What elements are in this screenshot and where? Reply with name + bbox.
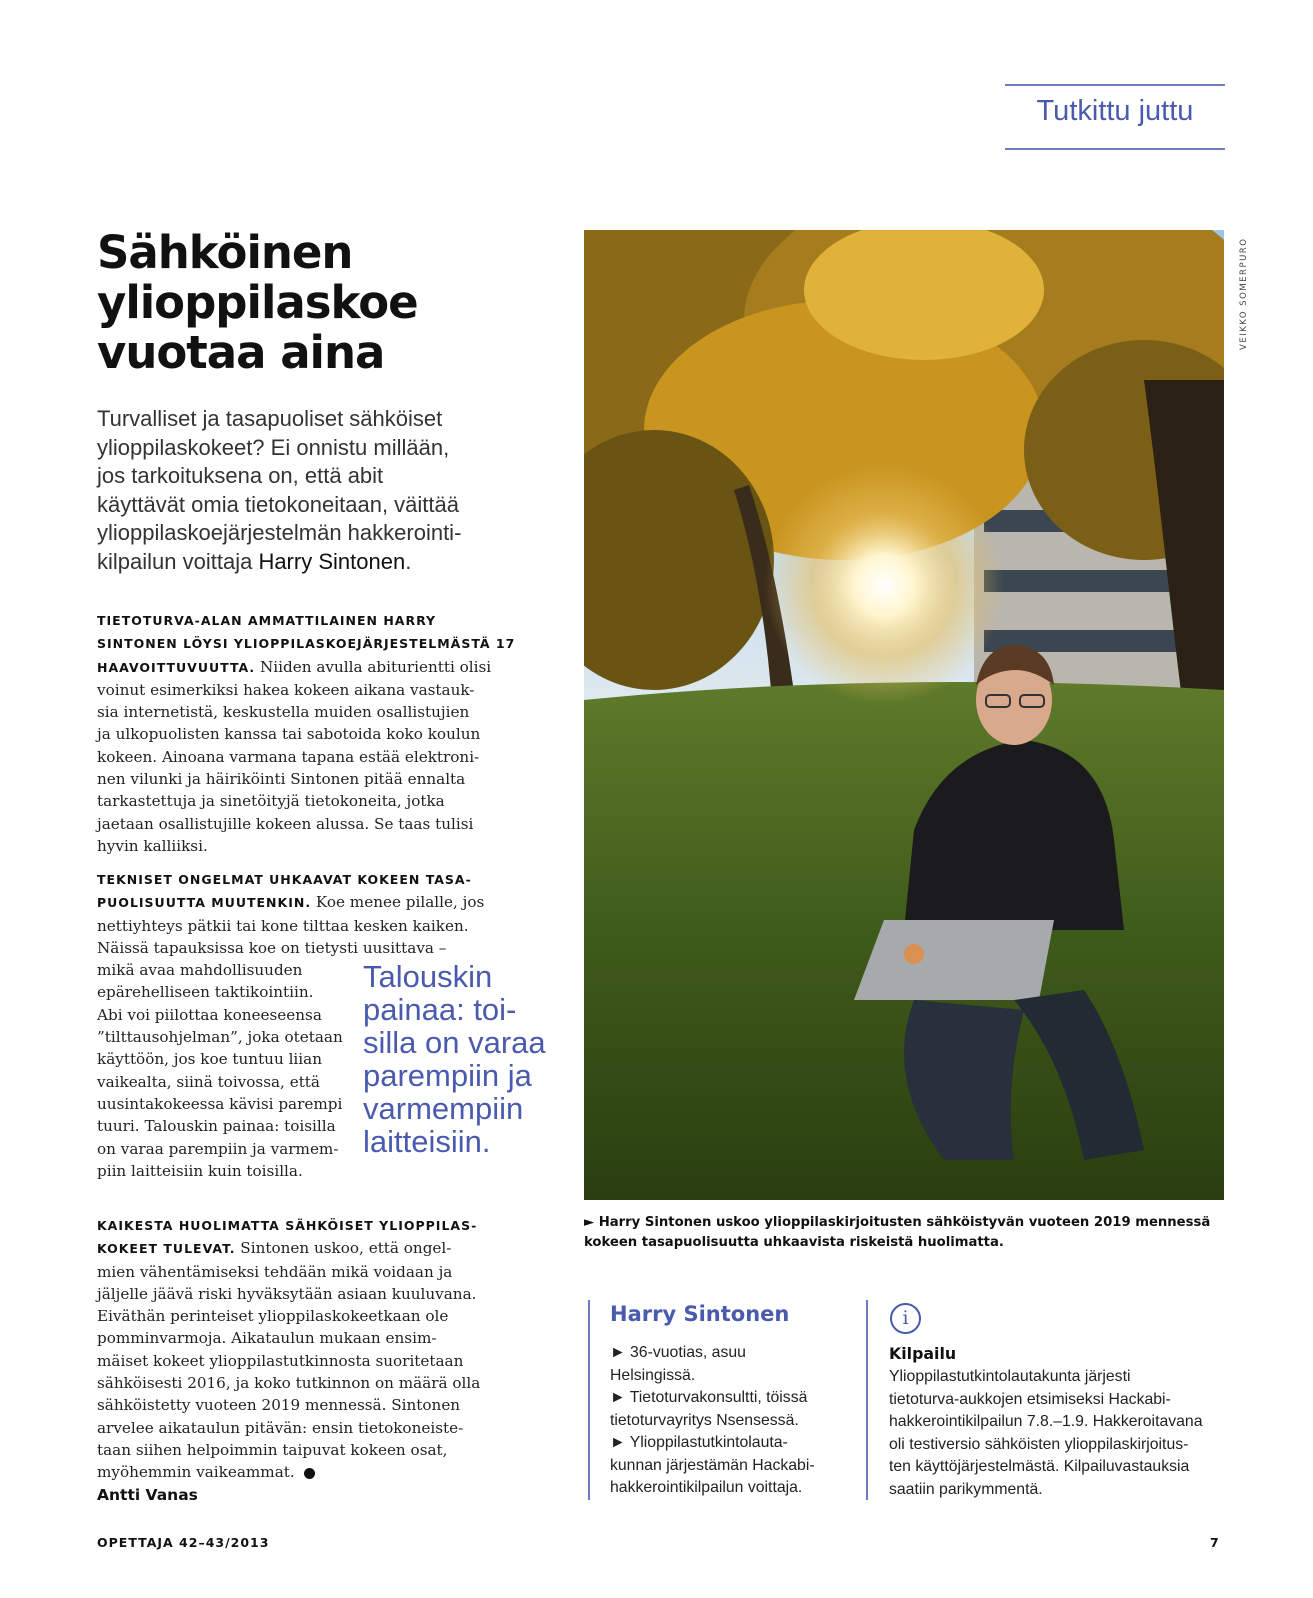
body-line: nettiyhteys pätkii tai kone tilttaa kesken kaiken. — [97, 916, 469, 935]
lead-line: käyttävät omia tietokoneitaan, väittää — [97, 491, 459, 517]
body-line: on varaa parempiin ja varmem- — [97, 1139, 339, 1158]
pull-quote — [363, 960, 563, 1158]
body-line: epärehelliseen taktikointiin. — [97, 983, 314, 1002]
headline-line: Sähköinen — [97, 226, 353, 279]
lead-paragraph — [97, 405, 517, 576]
lead-person-name: Harry Sintonen — [258, 548, 406, 574]
section-top-rule — [1005, 84, 1225, 86]
paragraph-lead-in: TIETOTURVA-ALAN AMMATTILAINEN HARRY — [97, 613, 437, 628]
headline-line: vuotaa aina — [97, 326, 385, 379]
factbox-rule — [588, 1300, 590, 1500]
body-line: Eiväthän perinteiset ylioppilaskokeetkaan ole — [97, 1307, 449, 1326]
body-line — [97, 656, 517, 679]
factbox-line: kunnan järjestämän Hackabi- — [610, 1456, 815, 1474]
paragraph-lead-in: TEKNISET ONGELMAT UHKAAVAT KOKEEN TASA- — [97, 872, 472, 887]
body-line — [97, 1237, 517, 1260]
section-label: Tutkittu juttu — [1036, 95, 1194, 127]
body-line — [97, 1214, 517, 1237]
pull-quote-line: laitteisiin. — [363, 1124, 491, 1159]
paragraph-lead-in: KOKEET TULEVAT. — [97, 1241, 236, 1257]
factbox-line: hakkerointikilpailun voittaja. — [610, 1479, 803, 1496]
lead-line: ylioppilaskoejärjestelmän hakkerointi- — [97, 520, 462, 545]
body-line: jäljelle jäävä riski hyväksytään asiaan kuuluvana. — [97, 1284, 477, 1303]
body-text: Niiden avulla abiturientti olisi — [255, 657, 492, 676]
infobox-title: Kilpailu — [889, 1344, 957, 1363]
pull-quote-line: Talouskin — [363, 959, 493, 994]
paragraph-lead-in: HAAVOITTUVUUTTA. — [97, 659, 256, 675]
body-line: arvelee aikataulun pitävän: ensin tietokoneiste- — [97, 1418, 464, 1437]
body-line — [97, 891, 517, 914]
caption-line: kokeen tasapuolisuutta uhkaavista riskeistä huolimatta. — [584, 1235, 1004, 1250]
body-line: pomminvarmoja. Aikataulun mukaan ensim- — [97, 1329, 437, 1348]
lead-line: Turvalliset ja tasapuoliset sähköiset — [97, 406, 443, 431]
body-line: jaetaan osallistujille kokeen alussa. Se taas tulisi — [97, 814, 474, 833]
footer-publication: OPETTAJA 42–43/2013 — [97, 1535, 270, 1550]
factbox-line: tietoturvayritys Nsensessä. — [610, 1411, 799, 1429]
end-mark-icon — [304, 1468, 315, 1479]
body-line: sähköisesti 2016, ja koko tutkinnon on määrä olla — [97, 1374, 481, 1393]
body-line: kokeen. Ainoana varmana tapana estää elektroni- — [97, 747, 480, 766]
body-line: mikä avaa mahdollisuuden — [97, 961, 303, 980]
body-paragraph-1 — [97, 609, 517, 857]
pull-quote-line: painaa: toi- — [363, 992, 517, 1027]
infobox-line: tietoturva-aukkojen etsimiseksi Hackabi- — [889, 1390, 1171, 1408]
infobox-line: saatiin parikymmentä. — [889, 1480, 1043, 1498]
paragraph-lead-in: SINTONEN LÖYSI YLIOPPILASKOEJÄRJESTELMÄSTÄ 17 — [97, 636, 516, 652]
lead-line: ylioppilaskokeet? Ei onnistu millään, — [97, 434, 450, 460]
headline-line: ylioppilaskoe — [97, 276, 418, 329]
body-line: sia internetistä, keskustella muiden osallistujien — [97, 703, 470, 722]
lead-line — [97, 548, 517, 577]
photo-illustration — [584, 230, 1224, 1200]
body-line: mien vähentämiseksi tehdään mikä voidaan ja — [97, 1262, 453, 1281]
pull-quote-line: varmempiin — [363, 1091, 524, 1126]
infobox-line: hakkerointikilpailun 7.8.–1.9. Hakkeroitavana — [889, 1413, 1203, 1430]
factbox-list — [610, 1342, 840, 1500]
infobox-line: Ylioppilastutkintolautakunta järjesti — [889, 1368, 1131, 1385]
section-bottom-rule — [1005, 148, 1225, 150]
body-line — [97, 868, 517, 891]
factbox-line: Helsingissä. — [610, 1366, 696, 1384]
body-line: tuuri. Talouskin painaa: toisilla — [97, 1117, 336, 1136]
factbox-line: ► Tietoturvakonsultti, töissä — [610, 1389, 808, 1406]
pull-quote-line: parempiin ja — [363, 1058, 532, 1093]
infobox-rule — [866, 1300, 868, 1500]
info-icon: i — [890, 1303, 921, 1334]
lead-line: jos tarkoituksena on, että abit — [97, 463, 384, 488]
body-line: hyvin kalliiksi. — [97, 836, 208, 855]
photo-credit — [1228, 230, 1249, 370]
caption-line: ► Harry Sintonen uskoo ylioppilaskirjoitusten sähköistyvän vuoteen 2019 mennessä — [584, 1215, 1211, 1230]
body-line: Abi voi piilottaa koneeseensa — [97, 1005, 322, 1024]
headline — [97, 228, 537, 378]
body-line: Näissä tapauksissa koe on tietysti uusittava – — [97, 938, 447, 957]
body-line: sähköistetty vuoteen 2019 mennessä. Sintonen — [97, 1396, 461, 1415]
body-line: vaikealta, siinä toivossa, että — [97, 1072, 320, 1091]
photo-caption — [584, 1213, 1224, 1253]
body-line — [97, 1461, 517, 1483]
factbox-line: ► Ylioppilastutkintolauta- — [610, 1434, 788, 1451]
body-line: piin laitteisiin kuin toisilla. — [97, 1161, 303, 1180]
body-line: uusintakokeessa kävisi parempi — [97, 1094, 343, 1113]
factbox-title: Harry Sintonen — [610, 1302, 790, 1326]
article-photo — [584, 230, 1224, 1200]
page-number: 7 — [1210, 1535, 1219, 1550]
body-line: mäiset kokeet ylioppilastutkinnosta suoritetaan — [97, 1351, 464, 1370]
photo-credit-text: VEIKKO SOMERPURO — [1239, 237, 1249, 350]
body-line: nen vilunki ja häiriköinti Sintonen pitää ennalta — [97, 770, 466, 789]
body-text: Koe menee pilalle, jos — [311, 893, 485, 912]
body-line — [97, 609, 517, 632]
body-line: voinut esimerkiksi hakea kokeen aikana vastauk- — [97, 680, 475, 699]
factbox-line: ► 36-vuotias, asuu — [610, 1344, 746, 1361]
infobox-line: oli testiversio sähköisten ylioppilaskirjoitus- — [889, 1435, 1189, 1453]
pull-quote-line: silla on varaa — [363, 1025, 546, 1060]
body-line: tarkastettuja ja sinetöityjä tietokoneita, jotka — [97, 792, 445, 811]
infobox-text — [889, 1366, 1229, 1501]
body-line: käyttöön, jos koe tuntuu liian — [97, 1050, 322, 1069]
paragraph-lead-in: PUOLISUUTTA MUUTENKIN. — [97, 895, 312, 911]
body-paragraph-3 — [97, 1214, 517, 1506]
body-line: ja ulkopuolisten kanssa tai sabotoida koko koulun — [97, 725, 481, 744]
lead-text: . — [405, 548, 412, 574]
body-text: myöhemmin vaikeammat. — [97, 1463, 300, 1482]
body-line — [97, 632, 517, 655]
paragraph-lead-in: KAIKESTA HUOLIMATTA SÄHKÖISET YLIOPPILAS- — [97, 1218, 478, 1233]
body-text: Sintonen uskoo, että ongel- — [235, 1239, 452, 1258]
infobox-line: ten käyttöjärjestelmästä. Kilpailuvastauksia — [889, 1458, 1190, 1475]
body-line: ”tilttausohjelman”, joka otetaan — [97, 1028, 343, 1047]
lead-text: kilpailun voittaja — [97, 548, 259, 574]
body-line: taan siihen helpoimmin taipuvat kokeen osat, — [97, 1440, 448, 1459]
author-byline: Antti Vanas — [97, 1485, 198, 1504]
